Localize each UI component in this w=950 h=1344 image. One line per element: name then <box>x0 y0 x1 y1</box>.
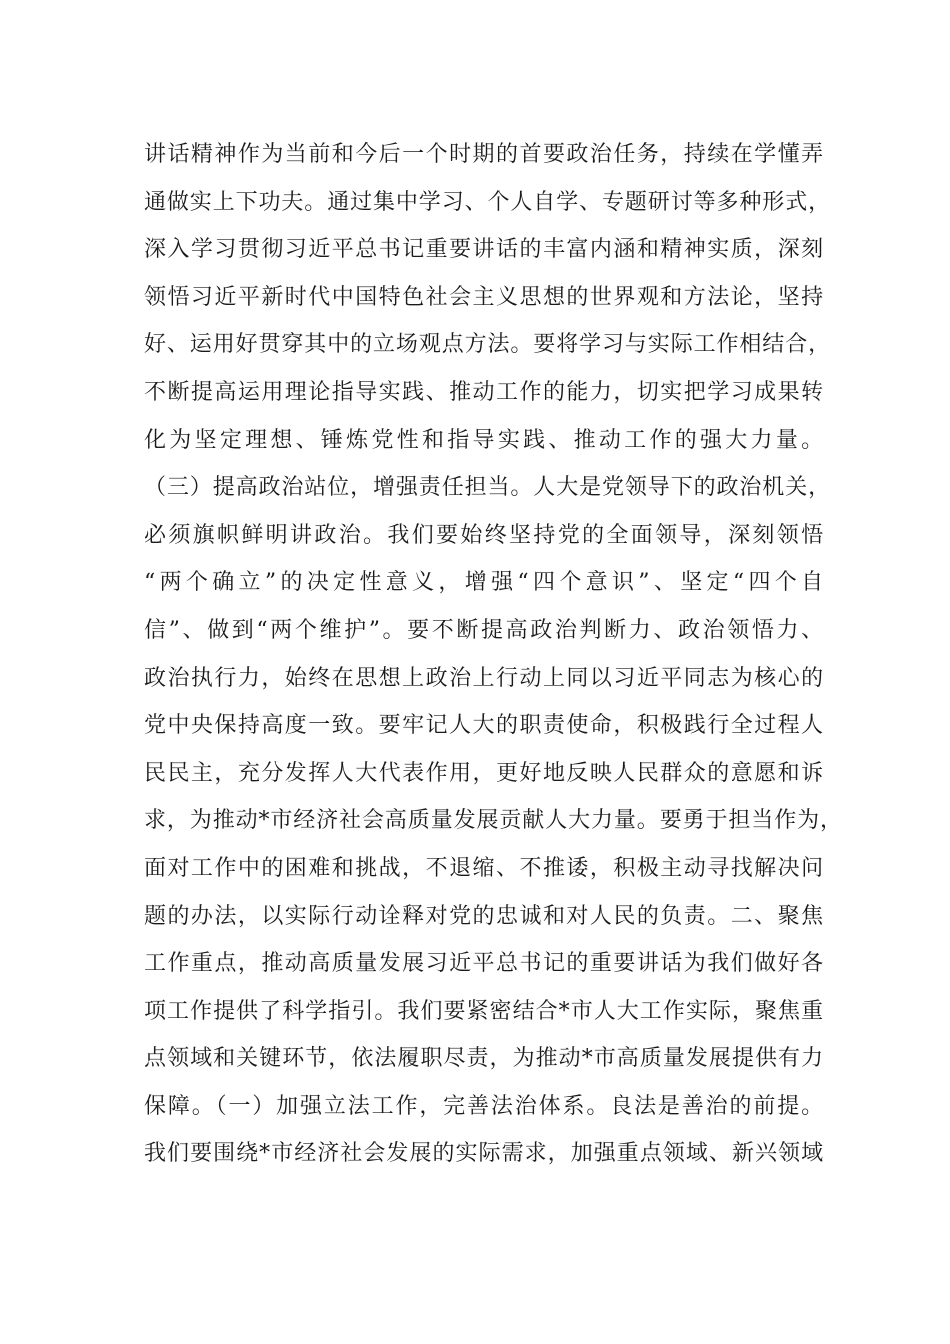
text-line: “两个确立”的决定性意义，增强“四个意识”、坚定“四个自 <box>144 570 824 596</box>
body-text <box>144 131 843 1178</box>
text-line: 通做实上下功夫。通过集中学习、个人自学、专题研讨等多种形式， <box>144 189 832 215</box>
text-line: 不断提高运用理论指导实践、推动工作的能力，切实把学习成果转 <box>144 379 824 405</box>
text-line: 领悟习近平新时代中国特色社会主义思想的世界观和方法论，坚持 <box>144 284 824 310</box>
text-line: 点领域和关键环节，依法履职尽责，为推动*市高质量发展提供有力 <box>144 1046 824 1072</box>
text-line: 题的办法，以实际行动诠释对党的忠诚和对人民的负责。二、聚焦 <box>144 903 824 929</box>
text-line: 项工作提供了科学指引。我们要紧密结合*市人大工作实际，聚焦重 <box>144 998 824 1024</box>
text-line: 保障。（一）加强立法工作，完善法治体系。良法是善治的前提。 <box>144 1093 824 1119</box>
text-line: 求，为推动*市经济社会高质量发展贡献人大力量。要勇于担当作为， <box>144 808 843 834</box>
text-line: 面对工作中的困难和挑战，不退缩、不推诿，积极主动寻找解决问 <box>144 855 824 881</box>
text-line: 工作重点，推动高质量发展习近平总书记的重要讲话为我们做好各 <box>144 951 824 977</box>
text-line: 好、运用好贯穿其中的立场观点方法。要将学习与实际工作相结合， <box>144 332 832 358</box>
text-line: 必须旗帜鲜明讲政治。我们要始终坚持党的全面领导，深刻领悟 <box>144 522 824 548</box>
text-line: （三）提高政治站位，增强责任担当。人大是党领导下的政治机关， <box>144 475 832 501</box>
text-line: 党中央保持高度一致。要牢记人大的职责使命，积极践行全过程人 <box>144 713 824 739</box>
text-line: 深入学习贯彻习近平总书记重要讲话的丰富内涵和精神实质，深刻 <box>144 237 824 263</box>
text-line: 民民主，充分发挥人大代表作用，更好地反映人民群众的意愿和诉 <box>144 760 824 786</box>
text-line: 信”、做到“两个维护”。要不断提高政治判断力、政治领悟力、 <box>144 617 824 643</box>
text-line: 讲话精神作为当前和今后一个时期的首要政治任务，持续在学懂弄 <box>144 142 824 167</box>
text-line: 我们要围绕*市经济社会发展的实际需求，加强重点领域、新兴领域 <box>144 1141 824 1167</box>
text-line: 政治执行力，始终在思想上政治上行动上同以习近平同志为核心的 <box>144 665 824 691</box>
text-line: 化为坚定理想、锤炼党性和指导实践、推动工作的强大力量。 <box>144 427 824 453</box>
